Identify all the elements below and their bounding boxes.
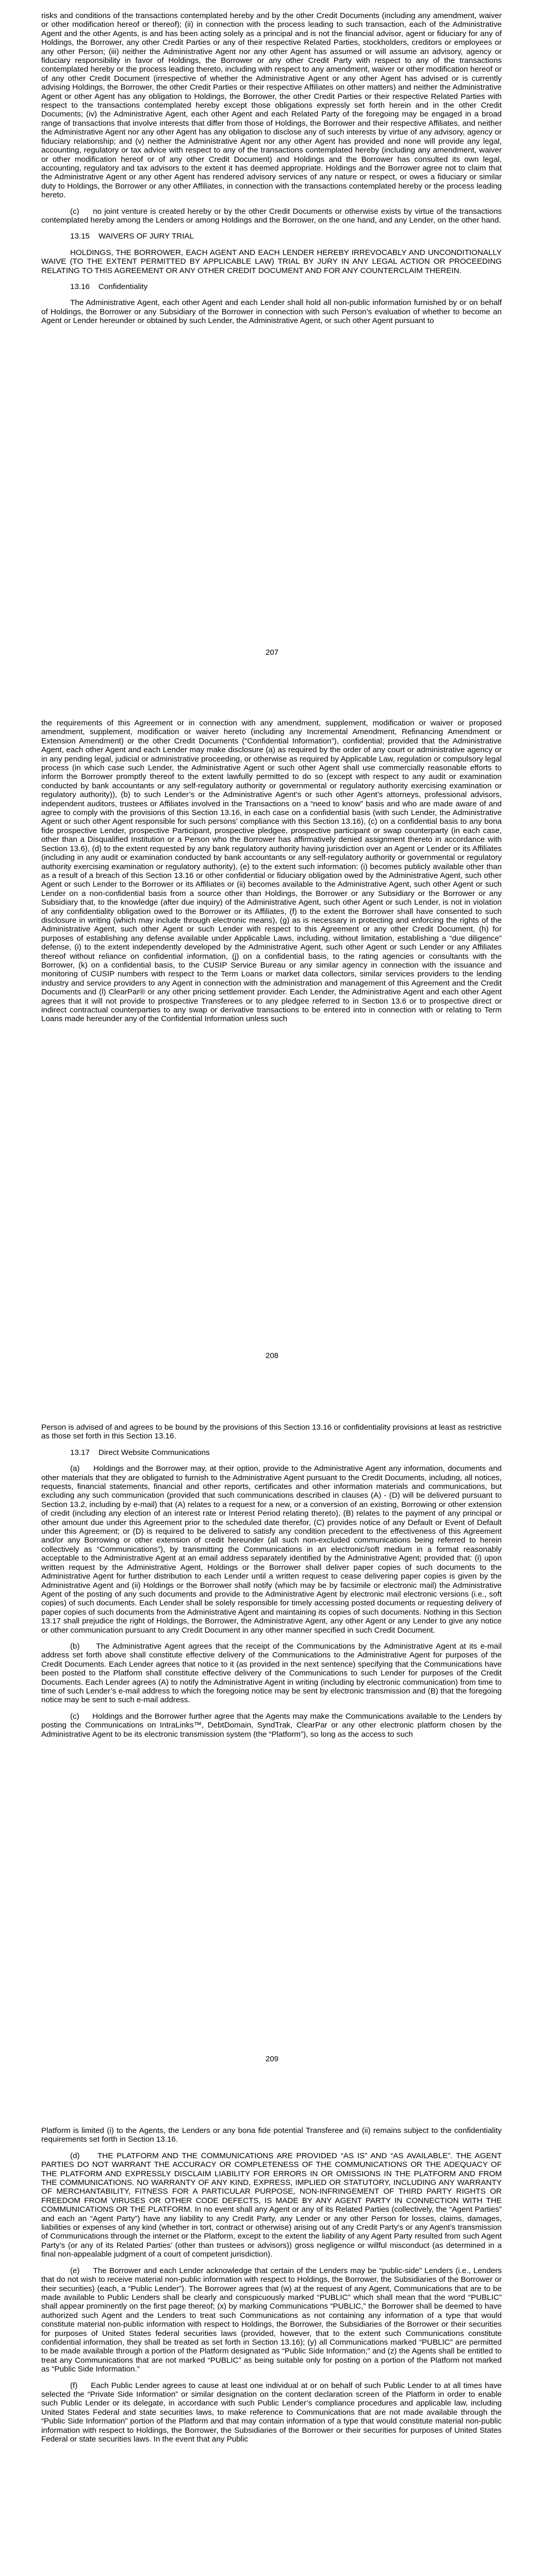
page-208-body xyxy=(41,719,502,1031)
page-number: 207 xyxy=(265,648,279,657)
page-209-body xyxy=(41,1423,502,1746)
paragraph: (a) Holdings and the Borrower may, at their option, provide to the Administrative Agent any information, documents and other materials that they are obligated to furnish to the Administrative Agent pursuant to the Credit Documents, including, all notices, requests, financial statements, financial and other reports, certificates and other information materials and communications, but excluding any such communication (provided that such communications described in clauses (A) - (D) will be delivered pursuant to Section 13.2, including by e-mail) that (A) relates to a request for a new, or a conversion of an existing, Borrowing or other extension of credit (including any election of an interest rate or Interest Period relating thereto), (B) relates to the payment of any principal or other amount due under this Agreement prior to the scheduled date therefor, (C) provides notice of any Default or Event of Default under this Agreement; or (D) is required to be delivered to satisfy any condition precedent to the effectiveness of this Agreement and/or any Borrowing or other extension of credit hereunder (all such non-excluded communications being referred to herein collectively as “Communications”), by transmitting the Communications in an electronic/soft medium in a format reasonably acceptable to the Administrative Agent at an email address separately identified by the Administrative Agent; provided that: (i) upon written request by the Administrative Agent, Holdings or the Borrower shall deliver paper copies of such documents to the Administrative Agent for further distribution to each Lender until a written request to cease delivering paper copies is given by the Administrative Agent and (ii) Holdings or the Borrower shall notify (which may be by facsimile or electronic mail) the Administrative Agent of the posting of any such documents and provide to the Administrative Agent by electronic mail electronic versions (i.e., soft copies) of such documents. Each Lender shall be solely responsible for timely accessing posted documents or requesting delivery of paper copies of such documents from the Administrative Agent and maintaining its copies of such documents. Nothing in this Section 13.17 shall prejudice the right of Holdings, the Borrower, the Administrative Agent, any other Agent or any Lender to give any notice or other communication pursuant to any Credit Document in any other manner specified in such Credit Document. xyxy=(41,1464,502,1635)
document-page-207 xyxy=(0,0,544,703)
paragraph: HOLDINGS, THE BORROWER, EACH AGENT AND EACH LENDER HEREBY IRREVOCABLY AND UNCONDITIONALLY WAIVE (TO THE EXTENT PERMITTED BY APPLICABLE LAW) TRIAL BY JURY IN ANY LEGAL ACTION OR PROCEEDING RELATING TO THIS AGREEMENT OR ANY OTHER CREDIT DOCUMENT AND FOR ANY COUNTERCLAIM THEREIN. xyxy=(41,248,502,275)
page-number: 209 xyxy=(265,2055,279,2063)
paragraph: (e) The Borrower and each Lender acknowledge that certain of the Lenders may be “public-side” Lenders (i.e., Lenders that do not wish to receive material non-public information with respect to Holdings, the Borrower, the Subsidiaries of the Borrower or their securities) (each, a “Public Lender”). The Borrower agrees that (w) at the request of any Agent, Communications that are to be made available to Public Lenders shall be clearly and conspicuously marked “PUBLIC” which shall mean that the word “PUBLIC” shall appear prominently on the first page thereof; (x) by marking Communications “PUBLIC,” the Borrower shall be deemed to have authorized such Agent and the Lenders to treat such Communications as not containing any information of a type that would constitute material non-public information with respect to Holdings, the Borrower, the Subsidiaries of the Borrower or their securities for purposes of United States federal securities laws (provided, however, that to the extent such Communications constitute confidential information, they shall be treated as set forth in Section 13.16); (y) all Communications marked “PUBLIC” are permitted to be made available through a portion of the Platform designated as “Public Side Information;” and (z) the Agents shall be entitled to treat any Communications that are not marked “PUBLIC” as being suitable only for posting on a portion of the Platform not marked as “Public Side Information.” xyxy=(41,2266,502,2374)
document-page-209 xyxy=(0,1406,544,2110)
paragraph: (d) THE PLATFORM AND THE COMMUNICATIONS ARE PROVIDED “AS IS” AND “AS AVAILABLE”. THE AGENT PARTIES DO NOT WARRANT THE ACCURACY OR COMPLETENESS OF THE COMMUNICATIONS OR THE ADEQUACY OF THE PLATFORM AND EXPRESSLY DISCLAIM LIABILITY FOR ERRORS IN OR OMISSIONS IN THE PLATFORM AND FROM THE COMMUNICATIONS. NO WARRANTY OF ANY KIND, EXPRESS, IMPLIED OR STATUTORY, INCLUDING ANY WARRANTY OF MERCHANTABILITY, FITNESS FOR A PARTICULAR PURPOSE, NON-INFRINGEMENT OF THIRD PARTY RIGHTS OR FREEDOM FROM VIRUSES OR OTHER CODE DEFECTS, IS MADE BY ANY AGENT PARTY IN CONNECTION WITH THE COMMUNICATIONS OR THE PLATFORM. In no event shall any Agent or any of its Related Parties (collectively, the “Agent Parties” and each an “Agent Party”) have any liability to any Credit Party, any Lender or any other Person for losses, claims, damages, liabilities or expenses of any kind (whether in tort, contract or otherwise) arising out of any Credit Party’s or any Agent’s transmission of Communications through the internet or the Platform, except to the extent the liability of any Agent Party resulted from such Agent Party’s (or any of its Related Parties’ (other than trustees or advisors)) gross negligence or willful misconduct (as determined in a final non-appealable judgment of a court of competent jurisdiction). xyxy=(41,2151,502,2259)
paragraph: Platform is limited (i) to the Agents, the Lenders or any bona fide potential Transferee and (ii) remains subject to the confidentiality requirements set forth in Section 13.16. xyxy=(41,2126,502,2144)
section-heading: 13.15 WAIVERS OF JURY TRIAL xyxy=(70,232,194,241)
paragraph: the requirements of this Agreement or in connection with any amendment, supplement, modification or waiver or proposed amendment, supplement, modification or waiver hereto (including any Incremental Amendment, Refinancing Amendment or Extension Amendment) or the other Credit Documents (“Confidential Information”), confidential; provided that the Administrative Agent, each other Agent and each Lender may make disclosure (a) as required by the order of any court or administrative agency or in any pending legal, judicial or administrative proceeding, or otherwise as required by Applicable Law, regulation or compulsory legal process (in which case such Lender, the Administrative Agent or such other Agent shall use commercially reasonable efforts to inform the Borrower promptly thereof to the extent lawfully permitted to do so (except with respect to any audit or examination conducted by bank accountants or any self-regulatory authority or governmental or regulatory authority exercising examination or regulatory authority)), (b) to such Lender’s or the Administrative Agent’s or such other Agent’s attorneys, professional advisors, independent auditors, trustees or Affiliates involved in the Transactions on a “need to know” basis and who are made aware of and agree to comply with the provisions of this Section 13.16, in each case on a confidential basis (with such Lender, the Administrative Agent or such other Agent responsible for such persons’ compliance with this Section 13.16), (c) on a confidential basis to any bona fide prospective Lender, prospective Participant, prospective pledgee, prospective participant or swap counterparty (in each case, other than a Disqualified Institution or a Person who the Borrower has affirmatively denied assignment thereto in accordance with Section 13.6), (d) to the extent requested by any bank regulatory authority having jurisdiction over an Agent or Lender or its Affiliates (including in any audit or examination conducted by bank accountants or any self-regulatory authority or governmental or regulatory authority exercising examination or regulatory authority), (e) to the extent such information: (i) becomes publicly available other than as a result of a breach of this Section 13.16 or other confidential or fiduciary obligation owed by the Administrative Agent, such other Agent or such Lender to the Borrower or its Affiliates or (ii) becomes available to the Administrative Agent, such other Agent or such Lender on a non-confidential basis from a source other than Holdings, the Borrower or any Subsidiary or the Borrower or any Subsidiary that, to the knowledge (after due inquiry) of the Administrative Agent, such other Agent or such Lender, is not in violation of any confidentiality obligation owed to the Borrower or its Affiliates, (f) to the extent the Borrower shall have consented to such disclosure in writing (which may include through electronic means), (g) as is necessary in protecting and enforcing the rights of the Administrative Agent, such other Agent or such Lender with respect to this Agreement or any other Credit Document, (h) for purposes of establishing any defense available under Applicable Laws, including, without limitation, establishing a “due diligence” defense, (i) to the extent independently developed by the Administrative Agent, such other Agent or such Lender or any Affiliates thereof without reliance on confidential information, (j) on a confidential basis, to the rating agencies or consultants with the Borrower, (k) on a confidential basis, to the CUSIP Service Bureau or any similar agency in connection with the issuance and monitoring of CUSIP numbers with respect to the Term Loans or market data collectors, similar services providers to the lending industry and service providers to any Agent in connection with the administration and management of this Agreement and the Credit Documents and (l) ClearPar® or any other pricing settlement provider. Each Lender, the Administrative Agent and each other Agent agrees that it will not provide to prospective Transferees or to any pledgee referred to in Section 13.6 or to prospective direct or indirect contractual counterparties to any swap or derivative transactions to be entered into in connection with or relating to Term Loans made hereunder any of the Confidential Information unless such xyxy=(41,719,502,1024)
page-number: 208 xyxy=(265,1351,279,1360)
paragraph: (b) The Administrative Agent agrees that the receipt of the Communications by the Administrative Agent at its e-mail address set forth above shall constitute effective delivery of the Communications to the Administrative Agent for purposes of the Credit Documents. Each Lender agrees that notice to it (as provided in the next sentence) specifying that the Communications have been posted to the Platform shall constitute effective delivery of the Communications to such Lender for purposes of the Credit Documents. Each Lender agrees (A) to notify the Administrative Agent in writing (including by electronic communication) from time to time of such Lender’s e-mail address to which the foregoing notice may be sent by electronic transmission and (B) that the foregoing notice may be sent to such e-mail address. xyxy=(41,1641,502,1705)
paragraph: (c) Holdings and the Borrower further agree that the Agents may make the Communications available to the Lenders by posting the Communications on IntraLinks™, DebtDomain, SyndTrak, ClearPar or any other electronic platform chosen by the Administrative Agent to be its electronic transmission system (the “Platform”), so long as the access to such xyxy=(41,1711,502,1739)
paragraph: Person is advised of and agrees to be bound by the provisions of this Section 13.16 or confidentiality provisions at least as restrictive as those set forth in this Section 13.16. xyxy=(41,1423,502,1441)
document-page-208 xyxy=(0,703,544,1406)
section-heading: 13.16 Confidentiality xyxy=(70,282,148,291)
document-page-210 xyxy=(0,2110,544,2576)
paragraph: risks and conditions of the transactions contemplated hereby and by the other Credit Documents (including any amendment, waiver or other modification hereof or thereof); (ii) in connection with the process leading to such transaction, each of the Administrative Agent and the other Agents, is and has been acting solely as a principal and is not the financial advisor, agent or fiduciary for any of Holdings, the Borrower, any other Credit Parties or any of their respective Related Parties, stockholders, creditors or employees or any other Person; (iii) neither the Administrative Agent nor any other Agent has assumed or will assume an advisory, agency or fiduciary responsibility in favor of Holdings, the Borrower or any other Credit Party with respect to any of the transactions contemplated hereby or the process leading thereto, including with respect to any amendment, waiver or other modification hereof or of any other Credit Document (irrespective of whether the Administrative Agent or any other Agent has advised or is currently advising Holdings, the Borrower, the other Credit Parties or their respective Affiliates on other matters) and neither the Administrative Agent or other Agent has any obligation to Holdings, the Borrower, the other Credit Parties or their respective Related Parties with respect to the transactions contemplated hereby except those obligations expressly set forth herein and in the other Credit Documents; (iv) the Administrative Agent, each other Agent and each Related Party of the foregoing may be engaged in a broad range of transactions that involve interests that differ from those of Holdings, the Borrower and their respective Affiliates, and neither the Administrative Agent nor any other Agent has any obligation to disclose any of such interests by virtue of any advisory, agency or fiduciary relationship; and (v) neither the Administrative Agent nor any other Agent has provided and none will provide any legal, accounting, regulatory or tax advice with respect to any of the transactions contemplated hereby (including any amendment, waiver or other modification hereof or of any other Credit Document) and Holdings and the Borrower has consulted its own legal, accounting, regulatory and tax advisors to the extent it has deemed appropriate. Holdings and the Borrower agree not to claim that the Administrative Agent or any other Agent has rendered advisory services of any nature or respect, or owes a fiduciary or similar duty to Holdings, the Borrower or any other Affiliates, in connection with the transactions contemplated hereby or the process leading hereto. xyxy=(41,11,502,200)
page-207-body xyxy=(41,11,502,333)
paragraph: The Administrative Agent, each other Agent and each Lender shall hold all non-public information furnished by or on behalf of Holdings, the Borrower or any Subsidiary of the Borrower in connection with such Person’s evaluation of whether to become an Agent or Lender hereunder or obtained by such Lender, the Administrative Agent, or such other Agent pursuant to xyxy=(41,298,502,326)
paragraph: (c) no joint venture is created hereby or by the other Credit Documents or otherwise exists by virtue of the transactions contemplated hereby among the Lenders or among Holdings and the Borrower, on the one hand, and any Lender, on the other hand. xyxy=(41,207,502,225)
section-heading: 13.17 Direct Website Communications xyxy=(70,1448,210,1457)
paragraph: (f) Each Public Lender agrees to cause at least one individual at or on behalf of such Public Lender to at all times have selected the “Private Side Information” or similar designation on the content declaration screen of the Platform in order to enable such Public Lender or its delegate, in accordance with such Public Lender’s compliance procedures and applicable law, including United States Federal and state securities laws, to make reference to Communications that are not made available through the “Public Side Information” portion of the Platform and that may contain information of a type that would constitute material non-public information with respect to Holdings, the Borrower, the Subsidiaries of the Borrower or their securities for purposes of United States Federal or state securities laws. In the event that any Public xyxy=(41,2381,502,2444)
page-210-body xyxy=(41,2126,502,2451)
